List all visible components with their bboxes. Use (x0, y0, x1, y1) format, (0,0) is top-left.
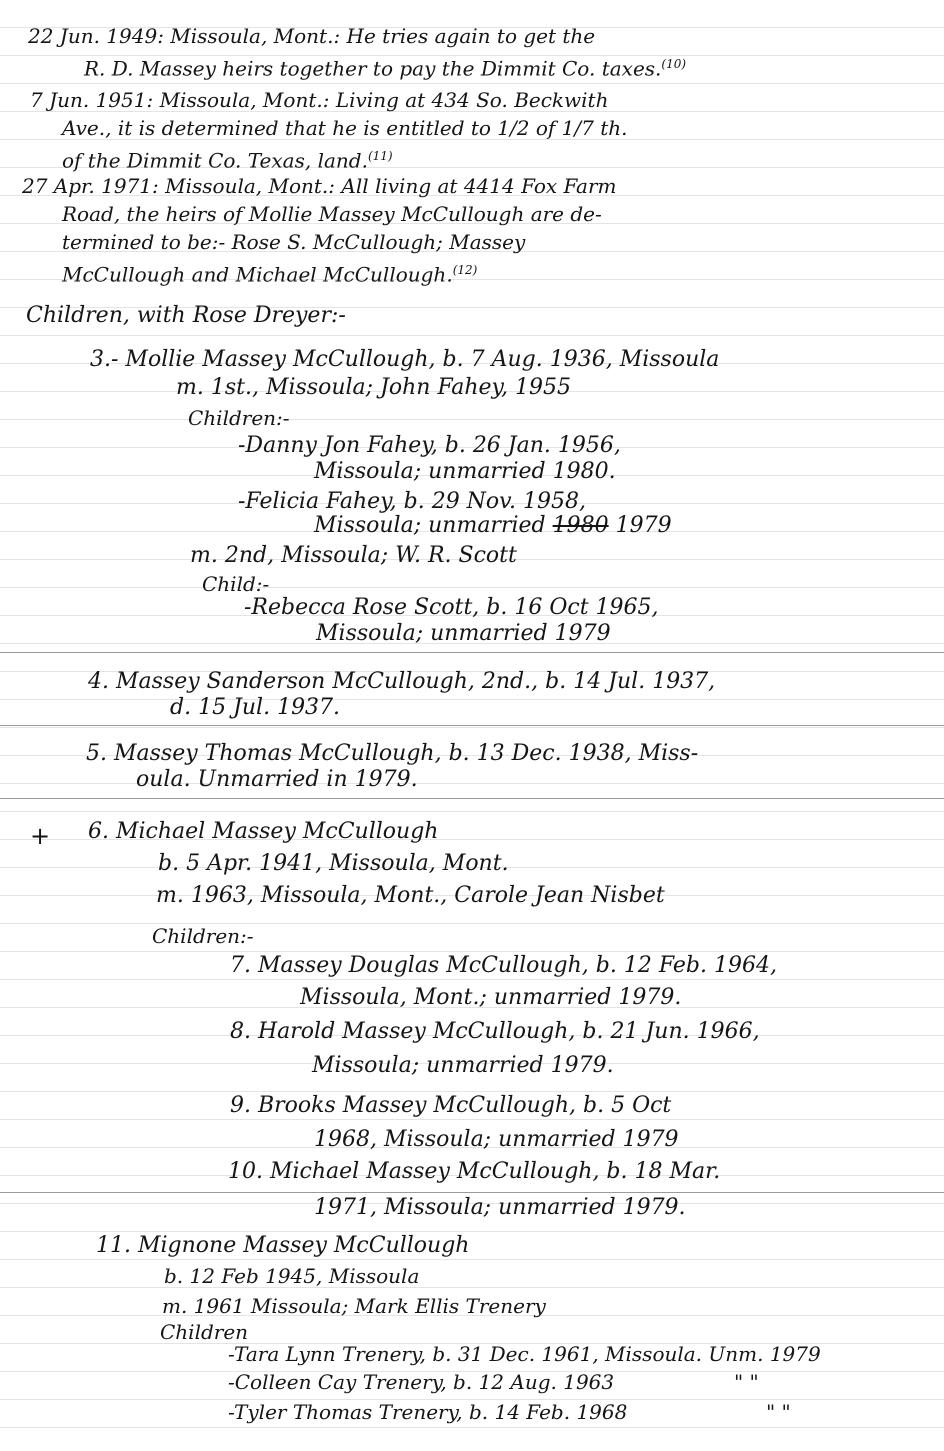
michael-children-label: Children:- (152, 924, 254, 948)
brooks-line-1: 9. Brooks Massey McCullough, b. 5 Oct (230, 1093, 672, 1118)
michael-line-1: 6. Michael Massey McCullough (88, 819, 439, 844)
massey-sanderson-line-1: 4. Massey Sanderson McCullough, 2nd., b. 14 Jul. 1937, (88, 669, 716, 694)
massey-douglas-line-2: Missoula, Mont.; unmarried 1979. (300, 985, 682, 1010)
tyler-line: -Tyler Thomas Trenery, b. 14 Feb. 1968 (228, 1400, 628, 1424)
brooks-line-2: 1968, Missoula; unmarried 1979 (314, 1127, 679, 1152)
entry-1951-text: of the Dimmit Co. Texas, land. (62, 148, 368, 173)
footnote-marker: (10) (661, 57, 687, 71)
entry-1949-line-2 (84, 50, 686, 83)
mollie-child-label: Child:- (202, 572, 270, 596)
footnote-marker: (12) (452, 263, 478, 277)
michael-line-3: m. 1963, Missoula, Mont., Carole Jean Nisbet (156, 883, 665, 908)
entry-1971-line-2: Road, the heirs of Mollie Massey McCullough are de- (62, 202, 602, 226)
entry-1971-line-1: 27 Apr. 1971: Missoula, Mont.: All living at 4414 Fox Farm (22, 174, 617, 198)
mignone-line-3: m. 1961 Missoula; Mark Ellis Trenery (162, 1294, 546, 1318)
plus-marker: + (30, 822, 51, 850)
section-divider (0, 798, 944, 799)
mignone-line-2: b. 12 Feb 1945, Missoula (164, 1264, 420, 1288)
colleen-line: -Colleen Cay Trenery, b. 12 Aug. 1963 (228, 1370, 615, 1394)
mollie-children-label: Children:- (188, 406, 290, 430)
massey-thomas-line-1: 5. Massey Thomas McCullough, b. 13 Dec. 1938, Miss- (86, 741, 699, 766)
felicia-line-1: -Felicia Fahey, b. 29 Nov. 1958, (238, 489, 586, 514)
danny-line-1: -Danny Jon Fahey, b. 26 Jan. 1956, (238, 433, 621, 458)
entry-1951-line-2: Ave., it is determined that he is entitled to 1/2 of 1/7 th. (62, 116, 628, 140)
entry-1949-text: R. D. Massey heirs together to pay the Dimmit Co. taxes. (84, 56, 662, 81)
mollie-line-1: 3.- Mollie Massey McCullough, b. 7 Aug. 1936, Missoula (90, 347, 720, 372)
mollie-line-3: m. 2nd, Missoula; W. R. Scott (190, 543, 517, 568)
corrected-year: 1979 (615, 513, 672, 538)
section-divider (0, 1192, 944, 1193)
entry-1949-line-1: 22 Jun. 1949: Missoula, Mont.: He tries again to get the (28, 24, 596, 48)
tyler-ditto: " " (766, 1400, 791, 1424)
michael-jr-line-1: 10. Michael Massey McCullough, b. 18 Mar. (228, 1159, 721, 1184)
felicia-status: Missoula; unmarried (314, 513, 546, 538)
felicia-line-2 (314, 512, 672, 540)
mignone-line-1: 11. Mignone Massey McCullough (96, 1233, 470, 1258)
section-divider (0, 652, 944, 653)
massey-douglas-line-1: 7. Massey Douglas McCullough, b. 12 Feb. 1964, (230, 953, 777, 978)
footnote-marker: (11) (367, 149, 393, 163)
colleen-ditto: " " (734, 1370, 759, 1394)
entry-1971-line-4 (62, 256, 477, 289)
massey-sanderson-line-2: d. 15 Jul. 1937. (170, 695, 341, 720)
section-divider (0, 725, 944, 726)
entry-1971-line-3: termined to be:- Rose S. McCullough; Massey (62, 230, 526, 254)
children-heading: Children, with Rose Dreyer:- (26, 303, 346, 328)
rebecca-line-2: Missoula; unmarried 1979 (316, 621, 611, 646)
rebecca-line-1: -Rebecca Rose Scott, b. 16 Oct 1965, (244, 595, 659, 620)
entry-1971-text: McCullough and Michael McCullough. (62, 262, 453, 287)
michael-jr-line-2: 1971, Missoula; unmarried 1979. (314, 1195, 686, 1220)
michael-line-2: b. 5 Apr. 1941, Missoula, Mont. (158, 851, 509, 876)
danny-line-2: Missoula; unmarried 1980. (314, 459, 616, 484)
struck-year: 1980 (552, 513, 609, 538)
entry-1951-line-3 (62, 142, 393, 175)
harold-line-2: Missoula; unmarried 1979. (312, 1053, 614, 1078)
mollie-line-2: m. 1st., Missoula; John Fahey, 1955 (176, 375, 572, 400)
tara-line: -Tara Lynn Trenery, b. 31 Dec. 1961, Missoula. Unm. 1979 (228, 1342, 821, 1366)
entry-1951-line-1: 7 Jun. 1951: Missoula, Mont.: Living at 434 So. Beckwith (30, 88, 609, 112)
massey-thomas-line-2: oula. Unmarried in 1979. (136, 767, 418, 792)
mignone-children-label: Children (160, 1320, 249, 1344)
harold-line-1: 8. Harold Massey McCullough, b. 21 Jun. 1966, (230, 1019, 760, 1044)
